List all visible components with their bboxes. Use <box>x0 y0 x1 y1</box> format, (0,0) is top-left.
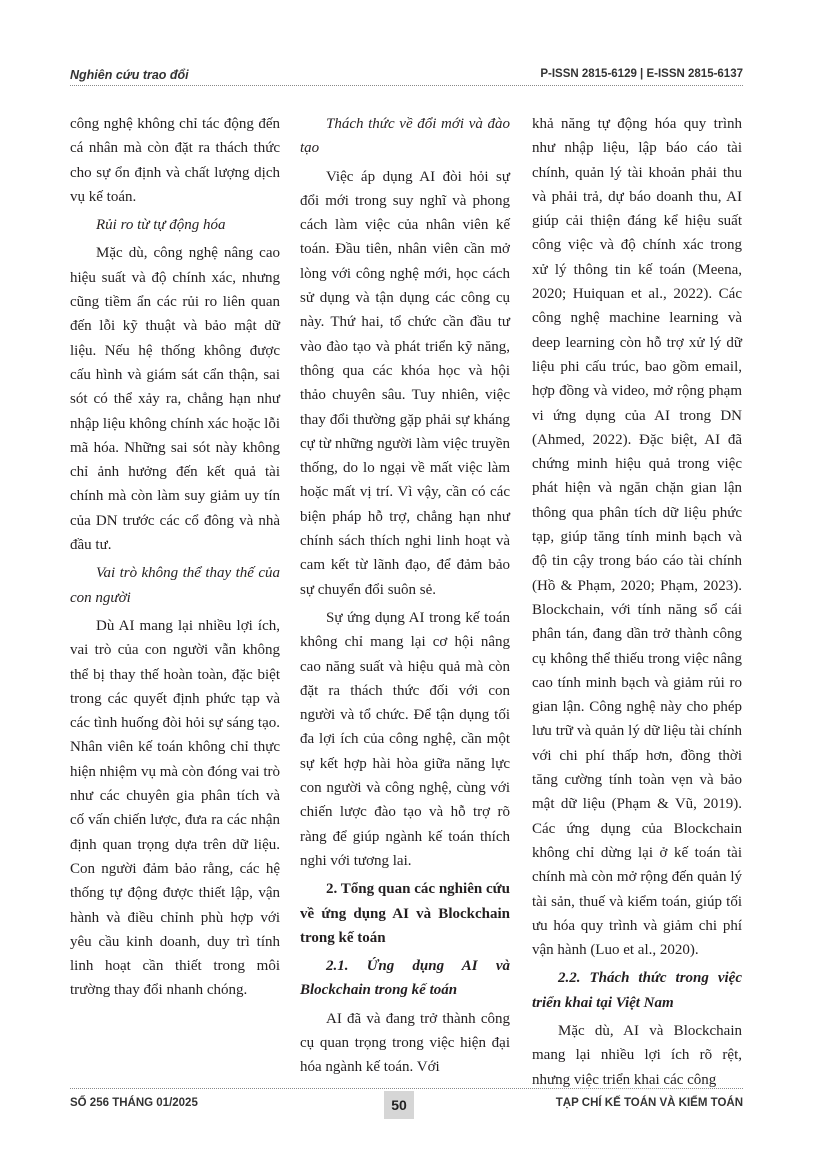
paragraph: khả năng tự động hóa quy trình như nhập liệu, lập báo cáo tài chính, quản lý tài khoản phải thu và phải trả, dự báo doanh thu, AI giúp cải thiện đáng kể hiệu suất công việc và độ chính xác trong xử lý thông tin kế toán (Meena, 2020; Huiquan et al., 2022). Các công nghệ machine learning và deep learning còn hỗ trợ xử lý dữ liệu phi cấu trúc, bao gồm email, hợp đồng và video, mở rộng phạm vi ứng dụng của AI trong DN (Ahmed, 2022). Đặc biệt, AI đã chứng minh hiệu quả trong việc phát hiện và ngăn chặn gian lận thông qua phân tích dữ liệu phức tạp, giúp tăng tính minh bạch và độ tin cậy trong báo cáo tài chính (Hồ & Phạm, 2020; Phạm, 2023). Blockchain, với tính năng sổ cái phân tán, đang dần trở thành công cụ không thể thiếu trong việc nâng cao tính minh bạch và giảm rủi ro gian lận. Công nghệ này cho phép lưu trữ và quản lý dữ liệu tài chính với chi phí thấp hơn, đồng thời tăng cường tính toàn vẹn và bảo mật dữ liệu (Phạm & Vũ, 2019). Các ứng dụng của Blockchain không chỉ dừng lại ở kế toán tài chính mà còn mở rộng đến quản lý tài sản, thuế và kiểm toán, giúp tối ưu hóa quy trình và giảm chi phí vận hành (Luo et al., 2020). <box>532 116 742 959</box>
footer-divider <box>70 1088 743 1089</box>
subsection-heading: 2.1. Ứng dụng AI và Blockchain trong kế toán <box>300 958 510 999</box>
issn-label: P-ISSN 2815-6129 | E-ISSN 2815-6137 <box>540 68 743 80</box>
journal-name: TẠP CHÍ KẾ TOÁN VÀ KIỂM TOÁN <box>555 1097 743 1109</box>
paragraph: Việc áp dụng AI đòi hỏi sự đổi mới trong suy nghĩ và phong cách làm việc của nhân viên kế toán. Đầu tiên, nhân viên cần mở lòng với công nghệ mới, học cách sử dụng và tận dụng các công cụ này. Thứ hai, tổ chức cần đầu tư vào đào tạo và phát triển kỹ năng, thông qua các khóa học và hội thảo chuyên sâu. Tuy nhiên, việc thay đổi thường gặp phải sự kháng cự từ những người làm việc truyền thống, do lo ngại về mất việc làm hoặc mất vị trí. Vì vậy, cần có các biện pháp hỗ trợ, chẳng hạn như chính sách thích nghi linh hoạt và cam kết từ lãnh đạo, để đảm bảo sự chuyển đổi suôn sẻ. <box>300 168 510 598</box>
column-2 <box>300 112 510 1080</box>
section-label: Nghiên cứu trao đổi <box>70 68 189 82</box>
column-3 <box>532 112 742 1092</box>
paragraph: Sự ứng dụng AI trong kế toán không chỉ mang lại cơ hội nâng cao năng suất và hiệu quả mà còn đặt ra thách thức đối với con người và tổ chức. Để tận dụng tối đa lợi ích của công nghệ, cần một sự kết hợp hài hòa giữa năng lực con người và công nghệ, cùng với chiến lược đào tạo và hỗ trợ rõ ràng để giúp ngành kế toán thích nghi với tương lai. <box>300 609 510 869</box>
subheading: Thách thức về đổi mới và đào tạo <box>300 116 510 157</box>
header-divider <box>70 85 743 86</box>
paragraph: Mặc dù, công nghệ nâng cao hiệu suất và độ chính xác, nhưng cũng tiềm ẩn các rủi ro liên quan đến lỗi kỹ thuật và bảo mật dữ liệu. Nếu hệ thống không được cấu hình và giám sát cẩn thận, sai sót có thể xảy ra, chẳng hạn như nhập liệu không chính xác hoặc lỗi mã hóa. Những sai sót này không chỉ ảnh hưởng đến kết quả tài chính mà còn làm suy giảm uy tín của DN trước các cổ đông và nhà đầu tư. <box>70 245 280 554</box>
page-number: 50 <box>384 1091 414 1119</box>
paragraph: Mặc dù, AI và Blockchain mang lại nhiều lợi ích rõ rệt, nhưng việc triển khai các công <box>532 1022 742 1088</box>
paragraph: AI đã và đang trở thành công cụ quan trọng trong việc hiện đại hóa ngành kế toán. Với <box>300 1010 510 1076</box>
paragraph: Dù AI mang lại nhiều lợi ích, vai trò của con người vẫn không thể bị thay thế hoàn toàn, đặc biệt trong các quyết định phức tạp và các tình huống đòi hỏi sự sáng tạo. Nhân viên kế toán không chỉ thực hiện nhiệm vụ mà còn đóng vai trò như các chuyên gia phân tích và cố vấn chiến lược, đưa ra các nhận định quan trọng dựa trên dữ liệu. Con người đảm bảo rằng, các hệ thống tự động được thiết lập, vận hành và điều chỉnh phù hợp với yêu cầu kinh doanh, duy trì tính linh hoạt cần thiết trong môi trường thay đổi nhanh chóng. <box>70 617 280 999</box>
subheading: Rủi ro từ tự động hóa <box>96 217 226 234</box>
column-1 <box>70 112 280 1003</box>
subheading: Vai trò không thể thay thế của con người <box>70 565 280 606</box>
section-heading: 2. Tổng quan các nghiên cứu về ứng dụng AI và Blockchain trong kế toán <box>300 881 510 946</box>
issue-label: SỐ 256 THÁNG 01/2025 <box>70 1097 198 1109</box>
paragraph: công nghệ không chỉ tác động đến cá nhân mà còn đặt ra thách thức cho sự ổn định và chất lượng dịch vụ kế toán. <box>70 116 280 205</box>
subsection-heading: 2.2. Thách thức trong việc triển khai tại Việt Nam <box>532 970 742 1011</box>
